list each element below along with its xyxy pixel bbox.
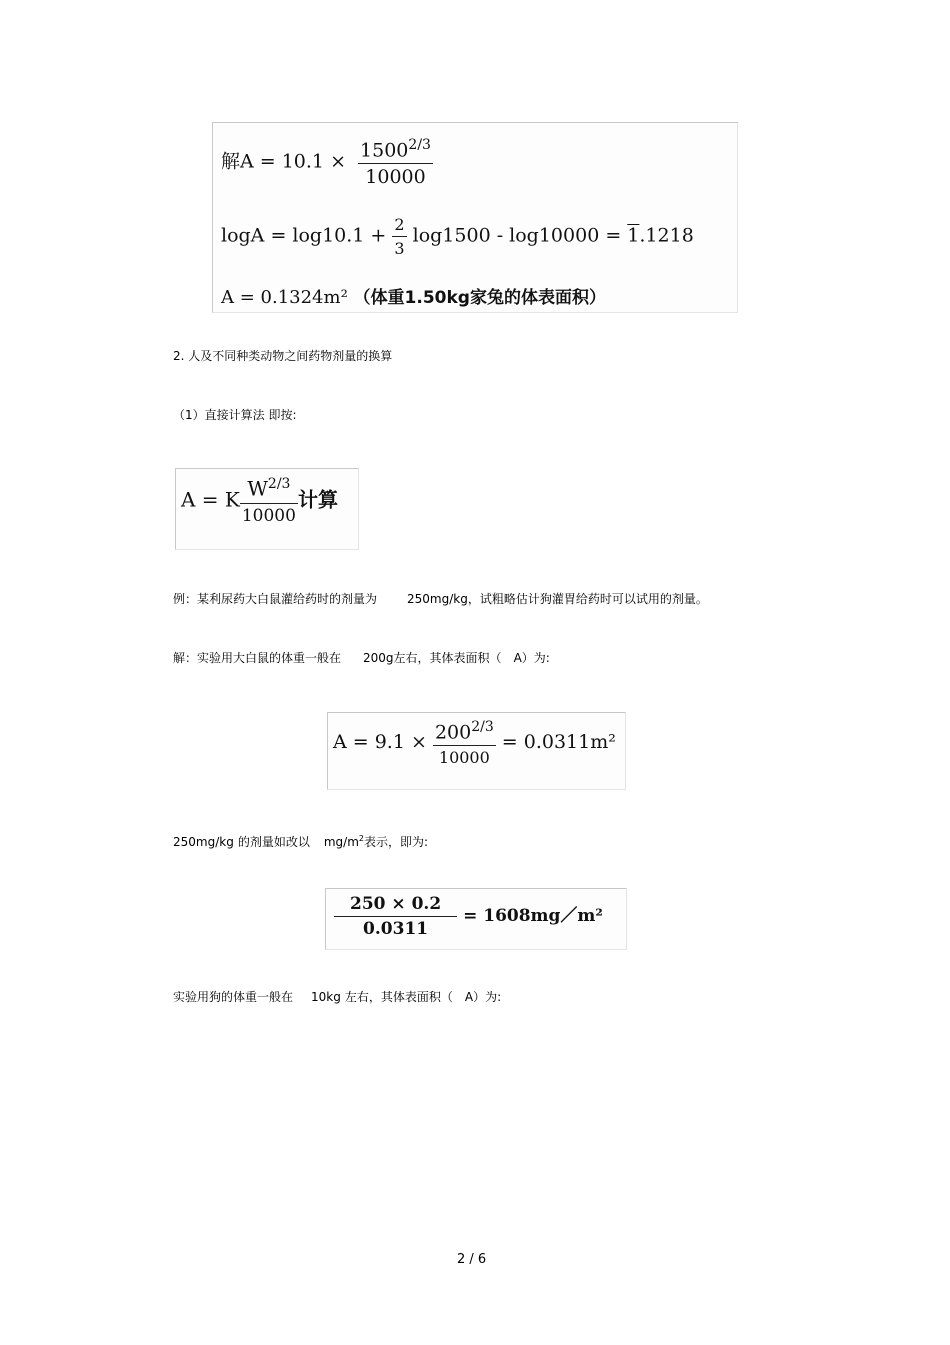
formula-image-3 <box>327 712 626 790</box>
formula-image-2 <box>175 468 359 550</box>
solution-label: 解：实验用大白鼠的体重一般在 <box>173 651 342 665</box>
formula-1-line-1 <box>221 137 433 188</box>
conversion-value: 250mg/kg <box>173 835 234 849</box>
formula-1-numerator-base: 1500 <box>360 139 409 162</box>
formula-1-line-2-fraction <box>392 215 406 258</box>
example-paragraph <box>173 591 708 607</box>
formula-3-numerator-base: 200 <box>434 721 472 744</box>
formula-4-expression <box>334 894 603 939</box>
formula-4-result: = 1608mg／m² <box>463 906 603 926</box>
formula-2-numerator-exponent: 2/3 <box>267 476 291 492</box>
solution-end: ）为: <box>521 651 550 665</box>
formula-2-numerator-base: W <box>247 476 268 501</box>
formula-1-line-3-main: A = 0.1324m² <box>221 287 348 308</box>
solution-rest: 左右，其体表面积（ <box>393 651 502 665</box>
formula-image-4 <box>325 888 627 950</box>
dog-rest: 左右，其体表面积（ <box>344 990 453 1004</box>
solution-weight-value: 200g <box>363 651 394 665</box>
formula-4-denominator: 0.0311 <box>334 916 457 939</box>
conversion-text: 的剂量如改以 <box>237 835 310 849</box>
example-label: 例：某利尿药大白鼠灌给药时的剂量为 <box>173 592 378 606</box>
formula-4-numerator: 250 × 0.2 <box>350 894 442 914</box>
formula-1-line-2 <box>221 215 694 258</box>
section-heading-2: 2. 人及不同种类动物之间药物剂量的换算 <box>173 349 393 363</box>
conversion-rest: 表示，即为: <box>363 835 429 849</box>
dog-label: 实验用狗的体重一般在 <box>173 990 294 1004</box>
dog-end: ）为: <box>473 990 502 1004</box>
dog-variable: A <box>464 990 474 1004</box>
formula-4-fraction <box>334 894 457 939</box>
method-direct-calculation: （1）直接计算法 即按: <box>173 408 297 422</box>
formula-1-line-2-bar-digit: 1 <box>627 224 640 247</box>
formula-1-denominator: 10000 <box>358 163 433 188</box>
formula-3-expression <box>333 719 616 767</box>
formula-1-line-2-frac-den: 3 <box>392 236 406 258</box>
example-dose-value: 250mg/kg <box>407 592 468 606</box>
conversion-unit-superscript: 2 <box>358 834 364 843</box>
dog-weight-value: 10kg <box>311 990 341 1004</box>
formula-image-1 <box>212 122 738 313</box>
conversion-paragraph <box>173 831 428 850</box>
formula-3-denominator: 10000 <box>433 745 496 767</box>
formula-1-line-2-part-b: log1500 - log10000 = <box>412 224 622 247</box>
formula-1-line-2-frac-num: 2 <box>394 215 405 234</box>
formula-1-line-1-prefix: 解A = 10.1 × <box>221 150 346 173</box>
formula-1-numerator-exponent: 2/3 <box>408 137 431 153</box>
formula-1-line-1-fraction <box>358 137 433 188</box>
dog-paragraph <box>173 989 501 1005</box>
formula-2-suffix: 计算 <box>297 487 338 512</box>
formula-3-prefix: A = 9.1 × <box>333 731 427 754</box>
example-rest: ，试粗略估计狗灌胃给药时可以试用的剂量。 <box>467 592 708 606</box>
formula-2-denominator: 10000 <box>240 503 298 526</box>
formula-3-result: = 0.0311m² <box>501 731 616 754</box>
formula-2-fraction <box>240 476 298 526</box>
formula-1-line-3 <box>221 283 606 308</box>
formula-2-prefix: A = K <box>181 487 240 512</box>
conversion-unit: mg/m <box>323 835 359 849</box>
page-number: 2 / 6 <box>457 1252 487 1267</box>
formula-1-line-2-part-a: logA = log10.1 + <box>221 224 387 247</box>
formula-2-expression <box>181 476 338 526</box>
formula-1-line-3-note: （体重1.50kg家兔的体表面积） <box>353 288 606 308</box>
solution-variable: A <box>513 651 522 665</box>
formula-3-fraction <box>433 719 496 767</box>
formula-3-numerator-exponent: 2/3 <box>471 719 494 735</box>
solution-paragraph <box>173 650 550 666</box>
formula-1-line-2-tail: .1218 <box>639 224 694 247</box>
